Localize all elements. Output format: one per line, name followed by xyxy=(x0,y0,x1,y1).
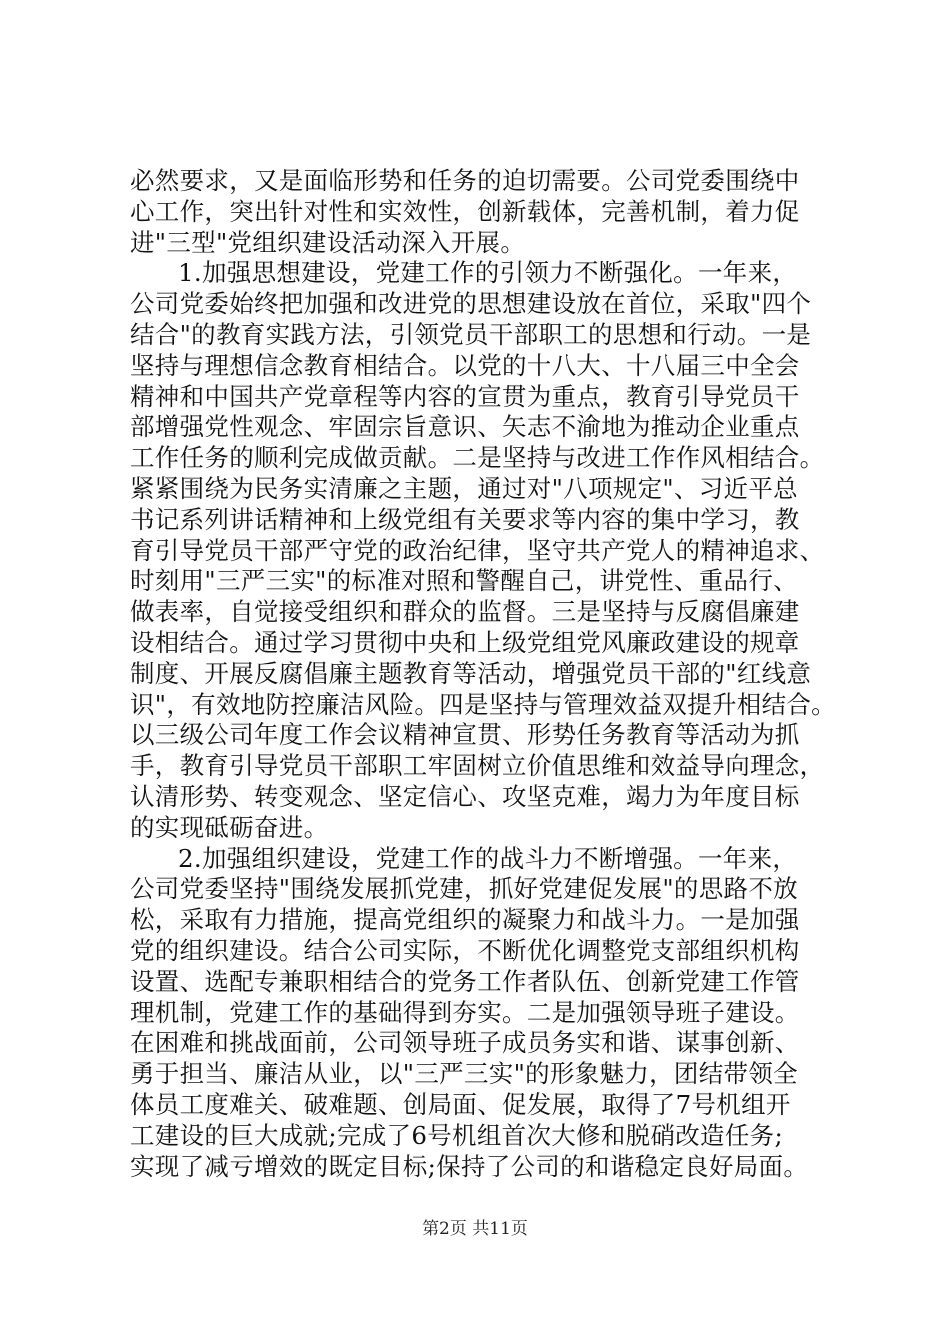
body-text-line: 紧紧围绕为民务实清廉之主题，通过对"八项规定"、习近平总 xyxy=(130,473,798,503)
body-text-line: 2.加强组织建设，党建工作的战斗力不断增强。一年来， xyxy=(178,843,798,873)
body-text-line: 认清形势、转变观念、坚定信心、攻坚克难，竭力为年度目标 xyxy=(130,781,800,811)
body-text-line: 手，教育引导党员干部职工牢固树立价值思维和效益导向理念， xyxy=(130,751,825,781)
body-text-line: 工建设的巨大成就;完成了6号机组首次大修和脱硝改造任务; xyxy=(130,1120,783,1150)
body-text-line: 书记系列讲话精神和上级党组有关要求等内容的集中学习，教 xyxy=(130,504,800,534)
body-text-line: 结合"的教育实践方法，引领党员干部职工的思想和行动。一是 xyxy=(130,319,812,349)
body-text-line: 在困难和挑战面前，公司领导班子成员务实和谐、谋事创新、 xyxy=(130,1028,800,1058)
body-text-line: 设置、选配专兼职相结合的党务工作者队伍、创新党建工作管 xyxy=(130,966,800,996)
body-text-line: 做表率，自觉接受组织和群众的监督。三是坚持与反腐倡廉建 xyxy=(130,597,800,627)
page-footer: 第2页 共11页 xyxy=(422,1219,528,1239)
body-text-line: 时刻用"三严三实"的标准对照和警醒自己，讲党性、重品行、 xyxy=(130,566,798,596)
body-text-line: 制度、开展反腐倡廉主题教育等活动，增强党员干部的"红线意 xyxy=(130,658,812,688)
body-text-line: 公司党委始终把加强和改进党的思想建设放在首位，采取"四个 xyxy=(130,289,812,319)
document-body xyxy=(130,166,850,1182)
body-text-line: 理机制，党建工作的基础得到夯实。二是加强领导班子建设。 xyxy=(130,997,800,1027)
body-text-line: 松，采取有力措施，提高党组织的凝聚力和战斗力。一是加强 xyxy=(130,905,800,935)
body-text-line: 1.加强思想建设，党建工作的引领力不断强化。一年来， xyxy=(178,258,798,288)
body-text-line: 精神和中国共产党章程等内容的宣贯为重点，教育引导党员干 xyxy=(130,381,800,411)
body-text-line: 公司党委坚持"围绕发展抓党建，抓好党建促发展"的思路不放 xyxy=(130,874,798,904)
body-text-line: 设相结合。通过学习贯彻中央和上级党组党风廉政建设的规章 xyxy=(130,627,800,657)
body-text-line: 育引导党员干部严守党的政治纪律，坚守共产党人的精神追求、 xyxy=(130,535,825,565)
body-text-line: 以三级公司年度工作会议精神宣贯、形势任务教育等活动为抓 xyxy=(130,720,800,750)
body-text-line: 部增强党性观念、牢固宗旨意识、矢志不渝地为推动企业重点 xyxy=(130,412,800,442)
body-text-line: 必然要求，又是面临形势和任务的迫切需要。公司党委围绕中 xyxy=(130,166,800,195)
body-text-line: 识"，有效地防控廉洁风险。四是坚持与管理效益双提升相结合。 xyxy=(130,689,836,719)
body-text-line: 坚持与理想信念教育相结合。以党的十八大、十八届三中全会 xyxy=(130,350,800,380)
body-text-line: 工作任务的顺利完成做贡献。二是坚持与改进工作作风相结合。 xyxy=(130,443,825,473)
body-text-line: 的实现砥砺奋进。 xyxy=(130,812,329,842)
body-text-line: 体员工度难关、破难题、创局面、促发展，取得了7号机组开 xyxy=(130,1089,791,1119)
body-text-line: 勇于担当、廉洁从业，以"三严三实"的形象魅力，团结带领全 xyxy=(130,1059,798,1089)
body-text-line: 进"三型"党组织建设活动深入开展。 xyxy=(130,227,526,257)
body-text-line: 党的组织建设。结合公司实际，不断优化调整党支部组织机构 xyxy=(130,935,800,965)
body-text-line: 心工作，突出针对性和实效性，创新载体，完善机制，着力促 xyxy=(130,196,800,226)
body-text-line: 实现了减亏增效的既定目标;保持了公司的和谐稳定良好局面。 xyxy=(130,1151,809,1181)
